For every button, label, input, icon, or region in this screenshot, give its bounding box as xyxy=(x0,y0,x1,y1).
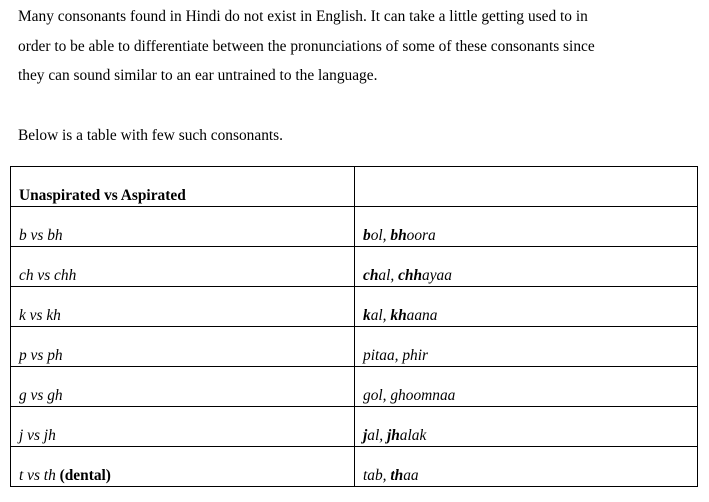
pair-suffix: (dental) xyxy=(59,467,111,484)
pair-text: k vs kh xyxy=(19,307,61,324)
example-bold-segment: th xyxy=(390,467,404,484)
intro-line: they can sound similar to an ear untrained to the language. xyxy=(18,67,378,84)
example-bold-segment: jh xyxy=(386,427,400,444)
examples-text xyxy=(363,306,437,326)
example-segment: al, xyxy=(370,307,391,324)
intro-line: Many consonants found in Hindi do not exist in English. It can take a little getting used to in xyxy=(18,8,588,25)
intro-line: order to be able to differentiate between the pronunciations of some of these consonants since xyxy=(18,37,595,55)
examples-cell xyxy=(355,447,698,487)
table-row xyxy=(11,287,698,327)
example-bold-segment: k xyxy=(363,307,371,324)
examples-cell xyxy=(355,287,698,327)
pair-text: g vs gh xyxy=(19,387,63,404)
pair-text-wrap xyxy=(19,466,111,486)
intro-paragraph xyxy=(18,2,708,91)
pair-cell xyxy=(11,327,355,367)
table-row xyxy=(11,327,698,367)
pair-cell xyxy=(11,207,355,247)
pair-text: b vs bh xyxy=(19,227,63,244)
example-segment: gol, ghoomnaa xyxy=(363,387,456,404)
example-segment: alak xyxy=(399,427,427,444)
example-segment: ol, xyxy=(370,227,391,244)
pair-cell xyxy=(11,247,355,287)
example-bold-segment: b xyxy=(363,227,371,244)
examples-cell xyxy=(355,207,698,247)
pair-cell xyxy=(11,367,355,407)
table-row xyxy=(11,407,698,447)
table-lead-sentence: Below is a table with few such consonants. xyxy=(18,127,284,144)
pair-cell xyxy=(11,447,355,487)
table-row xyxy=(11,247,698,287)
examples-cell xyxy=(355,327,698,367)
examples-cell xyxy=(355,407,698,447)
example-bold-segment: ch xyxy=(363,267,379,284)
examples-cell xyxy=(355,247,698,287)
example-segment: ayaa xyxy=(422,267,452,284)
pair-text: j vs jh xyxy=(19,427,56,444)
example-bold-segment: chh xyxy=(398,267,423,284)
examples-text xyxy=(363,426,426,446)
example-segment: tab, xyxy=(363,467,391,484)
pair-cell xyxy=(11,287,355,327)
table-row xyxy=(11,207,698,247)
examples-text xyxy=(363,466,419,486)
header-cell xyxy=(11,167,355,207)
example-segment: al, xyxy=(367,427,387,444)
pair-text: t vs th xyxy=(19,467,56,484)
table-header-row xyxy=(11,167,698,207)
example-segment: pitaa, phir xyxy=(363,347,428,364)
example-segment: oora xyxy=(406,227,436,244)
examples-text xyxy=(363,226,436,246)
examples-cell xyxy=(355,367,698,407)
example-segment: al, xyxy=(378,267,399,284)
example-bold-segment: kh xyxy=(390,307,407,324)
examples-text xyxy=(363,266,452,286)
pair-text: ch vs chh xyxy=(19,267,77,284)
example-bold-segment: bh xyxy=(390,227,407,244)
pair-text: p vs ph xyxy=(19,347,63,364)
pair-cell xyxy=(11,407,355,447)
example-bold-segment: j xyxy=(363,427,368,444)
table-row xyxy=(11,367,698,407)
examples-text xyxy=(363,386,455,406)
example-segment: aa xyxy=(403,467,419,484)
table-row xyxy=(11,447,698,487)
header-label: Unaspirated vs Aspirated xyxy=(19,187,186,204)
example-segment: aana xyxy=(406,307,438,324)
header-cell-empty xyxy=(355,167,698,207)
examples-text xyxy=(363,346,428,366)
consonants-table xyxy=(10,166,698,487)
